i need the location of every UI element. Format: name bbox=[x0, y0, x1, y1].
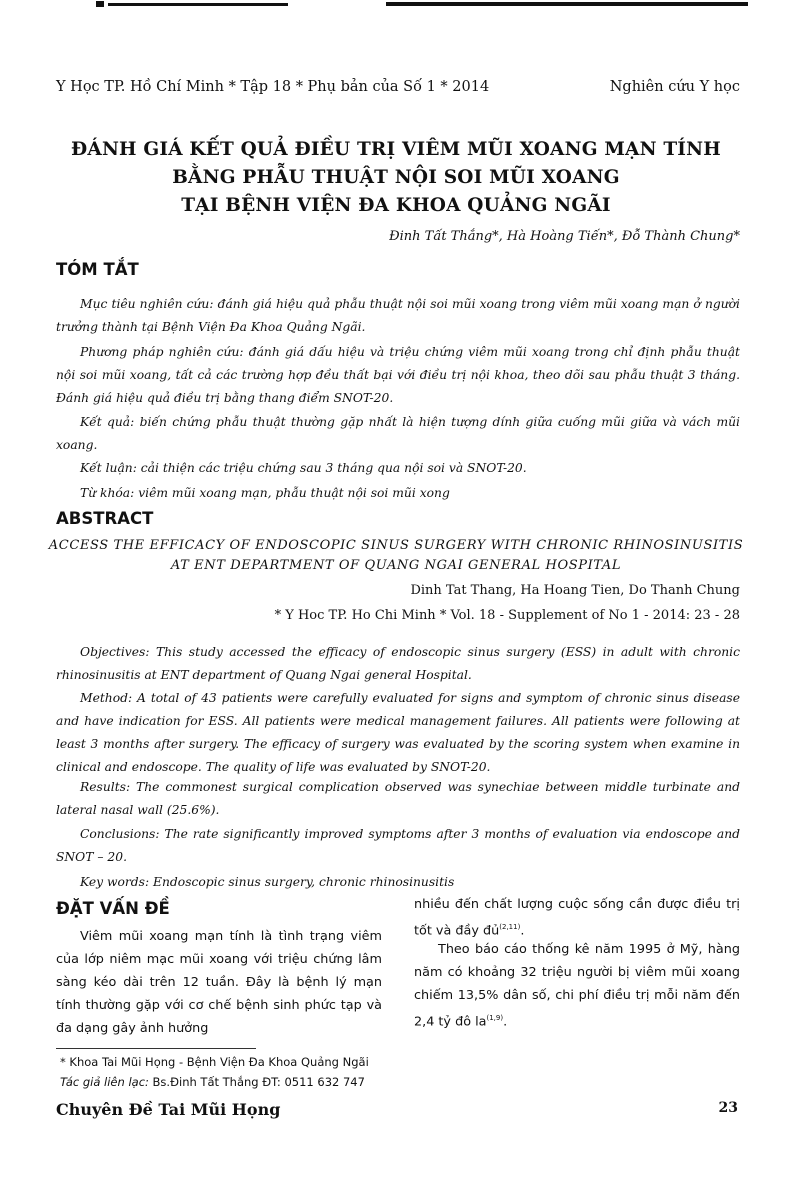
ket-luan-label: Kết luận: bbox=[80, 461, 137, 475]
intro-right-end-1: . bbox=[520, 923, 525, 939]
intro-right-paragraph-1 bbox=[414, 893, 740, 942]
intro-right-end-2: . bbox=[503, 1014, 508, 1030]
title-line-3: TẠI BỆNH VIỆN ĐA KHOA QUẢNG NGÃI bbox=[181, 195, 611, 216]
keywords-text: Endoscopic sinus surgery, chronic rhinosinusitis bbox=[149, 875, 455, 889]
article-title bbox=[40, 136, 752, 220]
dat-van-de-heading: ĐẶT VẤN ĐỀ bbox=[56, 899, 170, 918]
footnote-affiliation: * Khoa Tai Mũi Họng - Bệnh Viện Đa Khoa Quảng Ngãi bbox=[60, 1055, 369, 1069]
author-list: Đinh Tất Thắng*, Hà Hoàng Tiến*, Đỗ Thành Chung* bbox=[389, 229, 740, 244]
method-label: Method: bbox=[80, 691, 133, 705]
muc-tieu-text: đánh giá hiệu quả phẫu thuật nội soi mũi xoang trong viêm mũi xoang mạn ở người trưởng thành tại Bệnh Viện Đa Khoa Quảng Ngãi. bbox=[56, 297, 740, 334]
contact-label: Tác giả liên lạc: bbox=[60, 1075, 149, 1089]
keywords-label: Key words: bbox=[80, 875, 150, 889]
tu-khoa-label: Từ khóa: bbox=[80, 486, 135, 500]
keywords-paragraph bbox=[56, 871, 740, 894]
phuong-phap-text: đánh giá dấu hiệu và triệu chứng viêm mũi xoang trong chỉ định phẫu thuật nội soi mũi xoang, tất cả các trường hợp đều thất bại với điều trị nội khoa, theo dõi sau phẫu thuật 3 tháng. Đánh giá hiệu quả điều trị bằng thang điểm SNOT-20. bbox=[56, 345, 740, 405]
results-text: The commonest surgical complication observed was synechiae between middle turbinate and lateral nasal wall (25.6%). bbox=[56, 780, 740, 817]
phuong-phap-label: Phương pháp nghiên cứu: bbox=[80, 345, 244, 359]
intro-left-column: Viêm mũi xoang mạn tính là tình trạng viêm của lớp niêm mạc mũi xoang với triệu chứng lâm sàng kéo dài trên 12 tuần. Đây là bệnh lý mạn tính thường gặp với cơ chế bệnh sinh phức tạp và đa dạng gây ảnh hưởng bbox=[56, 929, 382, 1036]
footnote-contact bbox=[60, 1075, 365, 1089]
conclusions-label: Conclusions: bbox=[80, 827, 160, 841]
results-label: Results: bbox=[80, 780, 131, 794]
top-rule bbox=[96, 0, 748, 8]
results-paragraph bbox=[56, 776, 740, 822]
ket-qua-paragraph bbox=[56, 411, 740, 457]
journal-citation: Y Học TP. Hồ Chí Minh * Tập 18 * Phụ bản của Số 1 * 2014 bbox=[56, 79, 490, 95]
method-paragraph bbox=[56, 687, 740, 779]
intro-right-text-2: Theo báo cáo thống kê năm 1995 ở Mỹ, hàng năm có khoảng 32 triệu người bị viêm mũi xoang chiếm 13,5% dân số, chi phí điều trị mỗi năm đến 2,4 tỷ đô la bbox=[414, 942, 740, 1030]
objectives-label: Objectives: bbox=[80, 645, 150, 659]
objectives-paragraph bbox=[56, 641, 740, 687]
ket-qua-label: Kết quả: bbox=[80, 415, 135, 429]
objectives-text: This study accessed the efficacy of endoscopic sinus surgery (ESS) in adult with chronic rhinosinusitis at ENT department of Quang Ngai general Hospital. bbox=[56, 645, 740, 682]
muc-tieu-label: Mục tiêu nghiên cứu: bbox=[80, 297, 214, 311]
intro-right-text-1: nhiều đến chất lượng cuộc sống cần được điều trị tốt và đầy đủ bbox=[414, 897, 740, 939]
abstract-title bbox=[40, 536, 752, 576]
footer-issue-title: Chuyên Đề Tai Mũi Họng bbox=[56, 1100, 281, 1119]
contact-text: Bs.Đinh Tất Thắng ĐT: 0511 632 747 bbox=[148, 1075, 365, 1089]
reference-marker: (1,9) bbox=[486, 1014, 504, 1022]
method-text: A total of 43 patients were carefully evaluated for signs and symptom of chronic sinus disease and have indication for ESS. All patients were medical management failures. All patients were following at least 3 months after surgery. The efficacy of surgery was evaluated by the scoring system when examine in clinical and endoscope. The quality of life was evaluated by SNOT-20. bbox=[56, 691, 740, 774]
ket-luan-text: cải thiện các triệu chứng sau 3 tháng qua nội soi và SNOT-20. bbox=[136, 461, 527, 475]
section-label: Nghiên cứu Y học bbox=[609, 79, 740, 95]
page-number: 23 bbox=[718, 1100, 738, 1116]
conclusions-text: The rate significantly improved symptoms after 3 months of evaluation via endoscope and SNOT – 20. bbox=[56, 827, 740, 864]
reference-marker: (2,11) bbox=[499, 923, 521, 931]
title-line-1: ĐÁNH GIÁ KẾT QUẢ ĐIỀU TRỊ VIÊM MŨI XOANG MẠN TÍNH bbox=[71, 139, 721, 160]
english-author-list: Dinh Tat Thang, Ha Hoang Tien, Do Thanh Chung bbox=[410, 583, 740, 598]
phuong-phap-paragraph bbox=[56, 341, 740, 410]
conclusions-paragraph bbox=[56, 823, 740, 869]
muc-tieu-paragraph bbox=[56, 293, 740, 339]
tu-khoa-text: viêm mũi xoang mạn, phẫu thuật nội soi mũi xong bbox=[134, 486, 450, 500]
tu-khoa-paragraph bbox=[56, 482, 740, 505]
tom-tat-heading: TÓM TẮT bbox=[56, 260, 139, 279]
intro-right-paragraph-2 bbox=[414, 938, 740, 1033]
abstract-heading: ABSTRACT bbox=[56, 509, 154, 528]
title-line-2: BẰNG PHẪU THUẬT NỘI SOI MŨI XOANG bbox=[172, 167, 620, 188]
ket-qua-text: biến chứng phẫu thuật thường gặp nhất là hiện tượng dính giữa cuống mũi giữa và vách mũi xoang. bbox=[56, 415, 740, 452]
footnote-rule bbox=[56, 1048, 256, 1049]
abstract-title-line-1: ACCESS THE EFFICACY OF ENDOSCOPIC SINUS SURGERY WITH CHRONIC RHINOSINUSITIS bbox=[48, 538, 744, 553]
english-citation: * Y Hoc TP. Ho Chi Minh * Vol. 18 - Supplement of No 1 - 2014: 23 - 28 bbox=[274, 608, 740, 623]
ket-luan-paragraph bbox=[56, 457, 740, 480]
abstract-title-line-2: AT ENT DEPARTMENT OF QUANG NGAI GENERAL HOSPITAL bbox=[170, 558, 622, 573]
